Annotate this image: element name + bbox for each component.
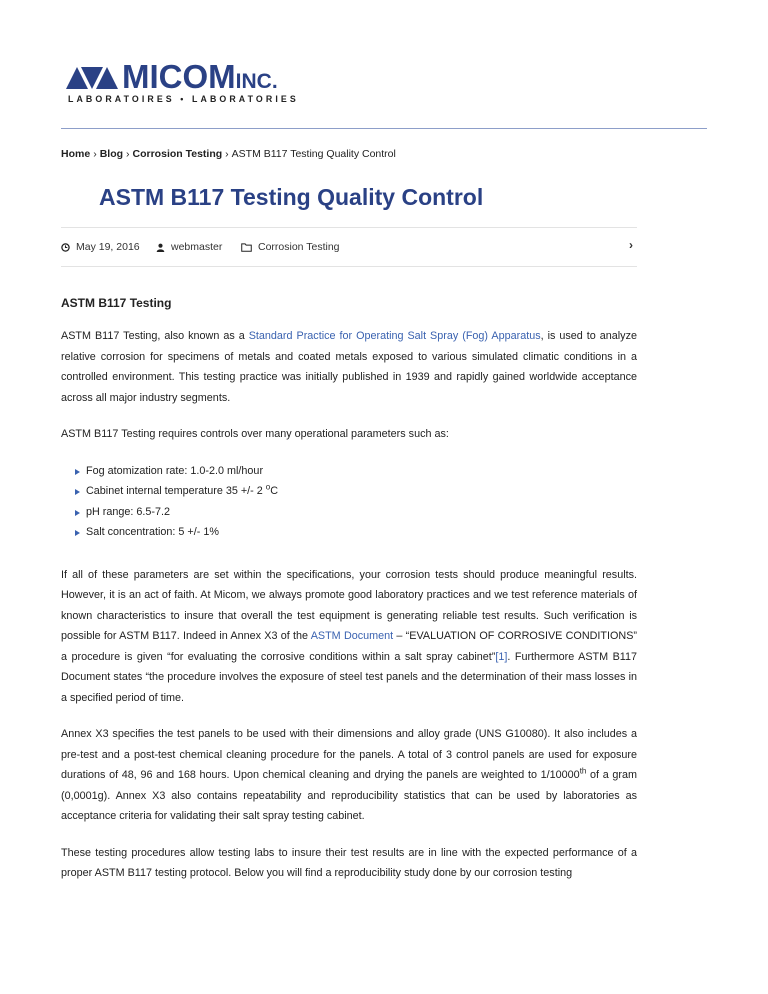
logo-wordmark [122, 58, 278, 96]
annex-paragraph [61, 724, 637, 827]
list-item: Fog atomization rate: 1.0-2.0 ml/hour [75, 461, 637, 482]
logo-name: MICOM [122, 58, 236, 95]
list-item: pH range: 6.5-7.2 [75, 502, 637, 523]
list-item-unit: C [270, 485, 279, 497]
header-divider [61, 128, 707, 129]
p3-text-middle: – “EVALUATION OF CORROSIVE CONDITIONS” a procedure is given “for evaluating the corrosive conditions within a salt spray cabinet” [61, 630, 638, 663]
micom-logo[interactable] [66, 58, 326, 106]
logo-suffix: INC. [235, 70, 278, 93]
standard-practice-link[interactable]: Standard Practice for Operating Salt Spray (Fog) Apparatus [248, 330, 541, 342]
degree-superscript: o [265, 482, 271, 492]
p1-text-before: ASTM B117 Testing, also known as a [61, 330, 249, 342]
p4-text-before: Annex X3 specifies the test panels to be used with their dimensions and alloy grade (UNS G10080). It also includes a pre-test and a post-test chemical cleaning procedure for the panels. A total of 3 control panels are used for exposure durations of 48, 96 and 168 hours. Upon chemical cleaning and drying the panels are weighted to 1/10000 [61, 728, 637, 781]
list-item: Salt concentration: 5 +/- 1% [75, 522, 637, 543]
astm-document-link[interactable]: ASTM Document [310, 630, 394, 642]
p3-text-before: If all of these parameters are set within the specifications, your corrosion tests should produce meaningful results. However, it is an act of faith. At Micom, we always promote good laboratory practices and we test reference materials of known characteristics to insure that overall the test equipment is generating reliable test results. Such verification is possible for ASTM B117. Indeed in Annex X3 of the [61, 568, 637, 642]
breadcrumb-category[interactable]: Corrosion Testing [132, 148, 223, 160]
post-author[interactable] [156, 241, 222, 253]
post-date [61, 241, 140, 253]
user-icon [156, 243, 165, 252]
folder-icon [241, 243, 252, 252]
clock-icon [61, 243, 70, 252]
breadcrumb-current: ASTM B117 Testing Quality Control [231, 148, 396, 160]
intro-paragraph [61, 326, 637, 408]
logo-mark-icon [66, 65, 118, 89]
breadcrumb [61, 148, 396, 160]
post-category-text: Corrosion Testing [258, 241, 340, 253]
parameters-intro-paragraph: ASTM B117 Testing requires controls over many operational parameters such as: [61, 428, 449, 440]
breadcrumb-separator: › [126, 148, 130, 160]
p4-text-after: of a gram (0,0001g). Annex X3 also contains repeatability and reproducibility statistics that can be used by laboratories as acceptance criteria for validating their salt spray testing cabinet. [61, 769, 637, 822]
post-category[interactable] [241, 241, 340, 253]
breadcrumb-home[interactable]: Home [61, 148, 91, 160]
breadcrumb-blog[interactable]: Blog [99, 148, 124, 160]
verification-paragraph [61, 565, 637, 709]
logo-tagline: LABORATOIRES • LABORATORIES [68, 94, 299, 104]
footnote-ref-link[interactable]: [1] [495, 650, 508, 663]
p1-text-after: , is used to analyze relative corrosion for specimens of metals and coated metals exposed to various simulated climatic conditions in a controlled environment. This testing practice was initially published in 1939 and rapidly gained worldwide acceptance across all major industry segments. [61, 330, 637, 404]
post-content [61, 294, 637, 900]
post-meta [61, 227, 637, 267]
chevron-right-icon[interactable]: › [629, 238, 633, 252]
ordinal-superscript: th [579, 766, 587, 776]
closing-paragraph: These testing procedures allow testing labs to insure their test results are in line with the expected performance of a proper ASTM B117 testing protocol. Below you will find a reproducibility study done by our corrosion testing [61, 846, 637, 879]
breadcrumb-separator: › [93, 148, 97, 160]
parameters-list [61, 461, 637, 543]
list-item [75, 481, 637, 502]
p3-text-after: . Furthermore ASTM B117 Document states “the procedure involves the exposure of steel test panels and the determination of their mass losses in a specified period of time. [61, 650, 637, 704]
list-item-text: Cabinet internal temperature 35 +/- 2 [86, 485, 266, 497]
post-author-text: webmaster [171, 241, 223, 253]
breadcrumb-separator: › [225, 148, 229, 160]
post-date-text: May 19, 2016 [76, 241, 140, 253]
page-title: ASTM B117 Testing Quality Control [99, 184, 484, 210]
section-heading: ASTM B117 Testing [61, 296, 172, 310]
